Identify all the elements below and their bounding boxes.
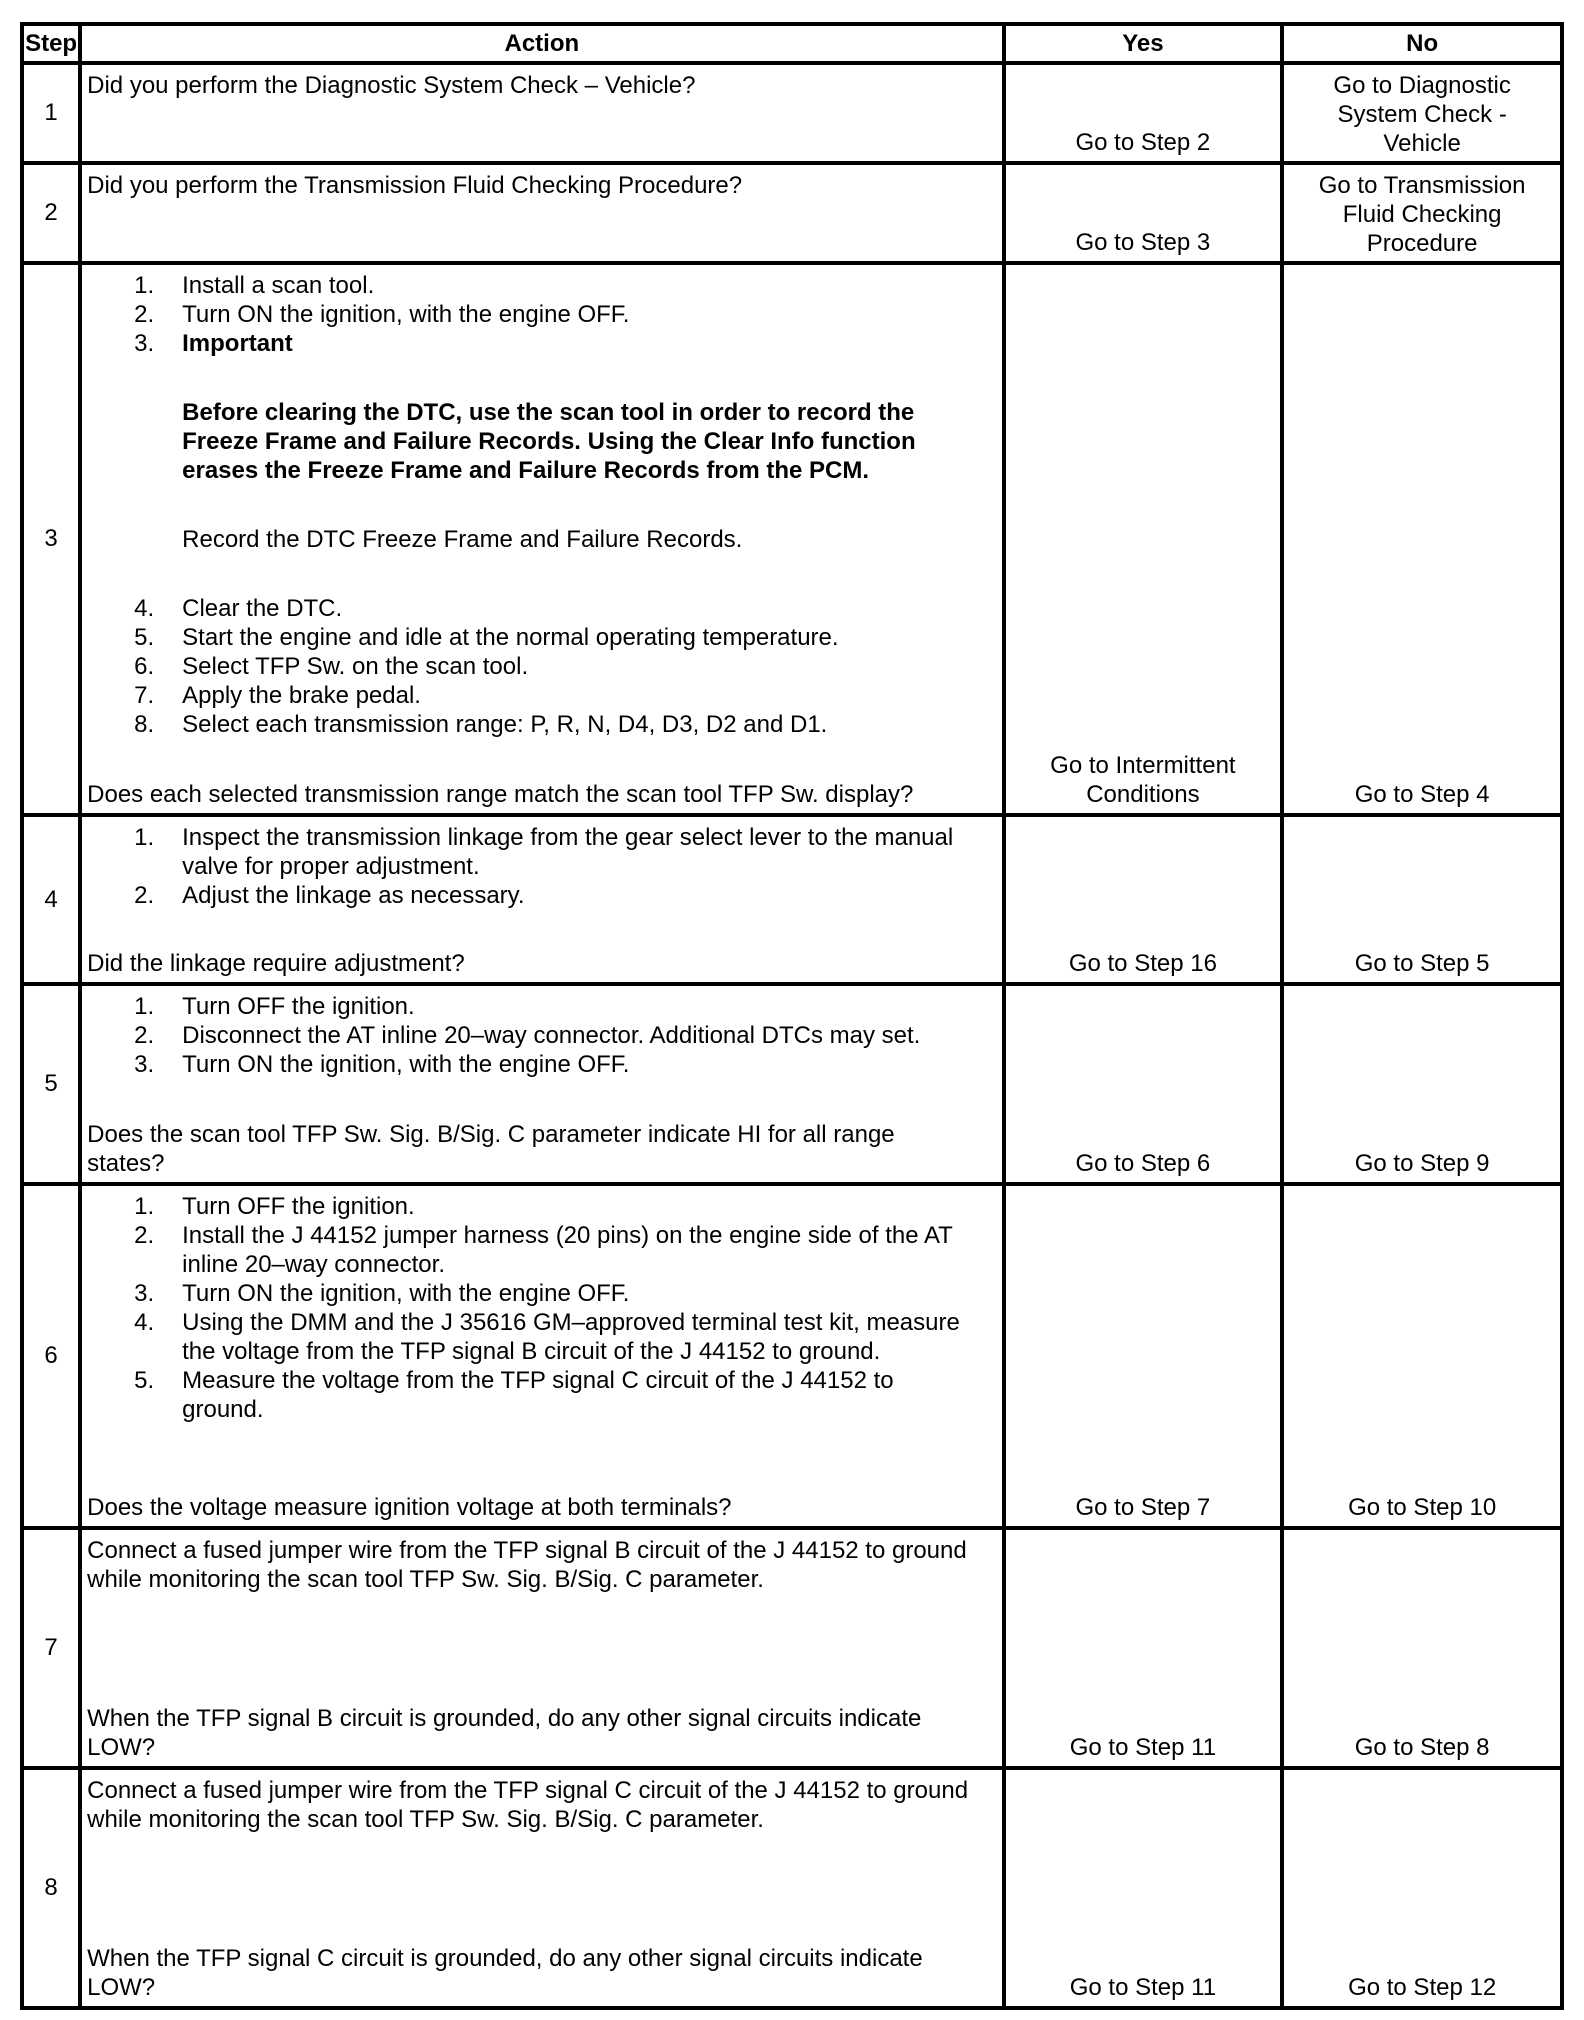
yes-cell: [1004, 1184, 1283, 1528]
action-text: Connect a fused jumper wire from the TFP signal C circuit of the J 44152 to ground while monitoring the scan tool TFP Sw. Sig. B/Sig. C parameter.: [87, 1777, 969, 1833]
action-cell: [80, 263, 1003, 815]
action-text: Did you perform the Diagnostic System Check – Vehicle?: [87, 72, 696, 99]
no-text: Go to Step 9: [1354, 1150, 1490, 1177]
list-item: 1. Turn OFF the ignition.: [134, 1193, 415, 1220]
action-cell: [80, 1184, 1003, 1528]
action-text: Did you perform the Transmission Fluid Checking Procedure?: [87, 172, 743, 199]
question-text: Did the linkage require adjustment?: [87, 950, 465, 977]
action-cell: [80, 1528, 1003, 1768]
important-note: Before clearing the DTC, use the scan tool in order to record the Freeze Frame and Failure Records. Using the Clear Info function erases the Freeze Frame and Failure Records from the PCM.: [182, 399, 916, 484]
table-header-row: [22, 24, 1562, 63]
yes-text: Go to Step 2: [1075, 129, 1211, 156]
yes-cell: [1004, 1528, 1283, 1768]
action-cell: [80, 163, 1003, 263]
question-text: Does each selected transmission range match the scan tool TFP Sw. display?: [87, 781, 914, 808]
step-number: 4: [22, 815, 80, 984]
step-number: 2: [22, 163, 80, 263]
table-row: [22, 1528, 1562, 1768]
list-item: 1. Inspect the transmission linkage from the gear select lever to the manual valve for proper adjustment.: [134, 824, 954, 880]
step-number: 1: [22, 63, 80, 163]
table-row: [22, 163, 1562, 263]
yes-cell: [1004, 1768, 1283, 2008]
no-cell: [1282, 163, 1562, 263]
list-item: 7. Apply the brake pedal.: [134, 682, 421, 709]
record-note: Record the DTC Freeze Frame and Failure Records.: [182, 526, 743, 553]
yes-text: Go to Step 7: [1075, 1494, 1211, 1521]
yes-text: Go to Step 6: [1075, 1150, 1211, 1177]
table-row: [22, 263, 1562, 815]
yes-text: Go to Step 16: [1068, 950, 1217, 977]
step-number: 6: [22, 1184, 80, 1528]
list-item: 2. Install the J 44152 jumper harness (20 pins) on the engine side of the AT inline 20–way connector.: [134, 1222, 953, 1278]
no-cell: [1282, 815, 1562, 984]
list-item: 5. Measure the voltage from the TFP signal C circuit of the J 44152 to ground.: [134, 1367, 894, 1423]
list-item: 2. Disconnect the AT inline 20–way connector. Additional DTCs may set.: [134, 1022, 921, 1049]
no-text: Go to Diagnostic System Check - Vehicle: [1333, 72, 1511, 157]
step-number: 5: [22, 984, 80, 1184]
table-row: [22, 1768, 1562, 2008]
question-text: Does the voltage measure ignition voltage at both terminals?: [87, 1494, 732, 1521]
no-text: Go to Step 4: [1354, 781, 1490, 808]
list-item: 2. Adjust the linkage as necessary.: [134, 882, 525, 909]
question-text: Does the scan tool TFP Sw. Sig. B/Sig. C parameter indicate HI for all range states?: [87, 1121, 895, 1177]
table-row: [22, 815, 1562, 984]
action-cell: [80, 815, 1003, 984]
no-cell: [1282, 984, 1562, 1184]
action-cell: [80, 63, 1003, 163]
list-item: 3. Turn ON the ignition, with the engine OFF.: [134, 1280, 630, 1307]
no-text: Go to Step 10: [1348, 1494, 1497, 1521]
list-item: 4. Using the DMM and the J 35616 GM–approved terminal test kit, measure the voltage from the TFP signal B circuit of the J 44152 to ground.: [134, 1309, 960, 1365]
list-item: 8. Select each transmission range: P, R, N, D4, D3, D2 and D1.: [134, 711, 828, 738]
no-cell: [1282, 63, 1562, 163]
table-row: [22, 1184, 1562, 1528]
yes-cell: [1004, 63, 1283, 163]
action-cell: [80, 1768, 1003, 2008]
list-item: 3. Important: [134, 330, 293, 357]
header-action: Action: [80, 24, 1003, 63]
yes-text: Go to Intermittent Conditions: [1050, 752, 1236, 808]
no-text: Go to Step 8: [1354, 1734, 1490, 1761]
yes-text: Go to Step 11: [1069, 1974, 1217, 2001]
question-text: When the TFP signal C circuit is grounded, do any other signal circuits indicate LOW?: [87, 1945, 923, 2001]
action-cell: [80, 984, 1003, 1184]
yes-text: Go to Step 11: [1069, 1734, 1217, 1761]
step-number: 8: [22, 1768, 80, 2008]
question-text: When the TFP signal B circuit is grounded, do any other signal circuits indicate LOW?: [87, 1705, 922, 1761]
yes-text: Go to Step 3: [1075, 229, 1211, 256]
list-item: 1. Install a scan tool.: [134, 272, 375, 299]
list-item: 5. Start the engine and idle at the normal operating temperature.: [134, 624, 839, 651]
list-item: 2. Turn ON the ignition, with the engine OFF.: [134, 301, 630, 328]
header-step: Step: [22, 24, 80, 63]
no-cell: [1282, 1768, 1562, 2008]
step-number: 3: [22, 263, 80, 815]
list-item: 6. Select TFP Sw. on the scan tool.: [134, 653, 529, 680]
yes-cell: [1004, 263, 1283, 815]
list-item: 1. Turn OFF the ignition.: [134, 993, 415, 1020]
table-row: [22, 63, 1562, 163]
header-yes: Yes: [1004, 24, 1283, 63]
no-text: Go to Transmission Fluid Checking Procedure: [1318, 172, 1526, 257]
yes-cell: [1004, 163, 1283, 263]
no-cell: [1282, 1528, 1562, 1768]
diagnostic-table: [20, 22, 1564, 2010]
yes-cell: [1004, 984, 1283, 1184]
list-item: 4. Clear the DTC.: [134, 595, 343, 622]
table-row: [22, 984, 1562, 1184]
list-item: 3. Turn ON the ignition, with the engine OFF.: [134, 1051, 630, 1078]
yes-cell: [1004, 815, 1283, 984]
action-text: Connect a fused jumper wire from the TFP signal B circuit of the J 44152 to ground while monitoring the scan tool TFP Sw. Sig. B/Sig. C parameter.: [87, 1537, 967, 1593]
no-cell: [1282, 1184, 1562, 1528]
step-number: 7: [22, 1528, 80, 1768]
header-no: No: [1282, 24, 1562, 63]
no-text: Go to Step 5: [1354, 950, 1490, 977]
no-cell: [1282, 263, 1562, 815]
no-text: Go to Step 12: [1348, 1974, 1497, 2001]
